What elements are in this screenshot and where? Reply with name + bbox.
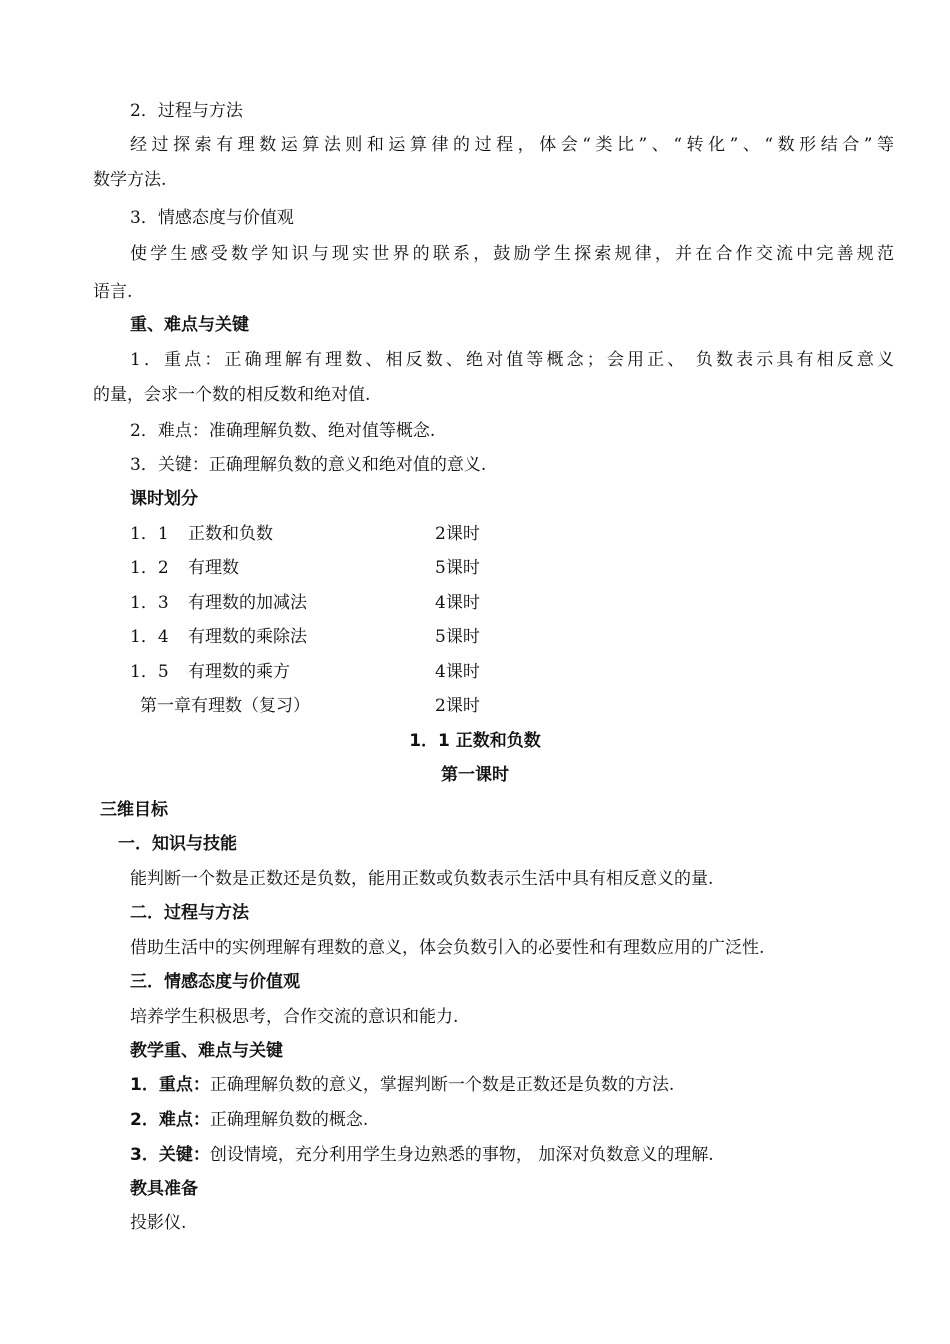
schedule-row-number: 1．3 (130, 593, 169, 613)
schedule-row-number: 1．5 (130, 662, 169, 682)
process-paragraph-line1: 经过探索有理数运算法则和运算律的过程，体会“类比”、“转化”、“数形结合”等 (130, 135, 894, 155)
schedule-row-name: 有理数 (188, 558, 239, 578)
schedule-row-number: 1．2 (130, 558, 169, 578)
teaching-key-line (130, 1143, 714, 1167)
schedule-row (130, 591, 580, 615)
schedule-heading: 课时划分 (130, 489, 198, 509)
focus-line2: 的量，会求一个数的相反数和绝对值. (93, 385, 371, 405)
process-paragraph-line2: 数学方法. (93, 170, 167, 190)
focus-line1: 1．重点：正确理解有理数、相反数、绝对值等概念；会用正、 负数表示具有相反意义 (130, 350, 894, 370)
key-line: 3．关键：正确理解负数的意义和绝对值的意义. (130, 455, 487, 475)
process-goal-text: 借助生活中的实例理解有理数的意义，体会负数引入的必要性和有理数应用的广泛性. (130, 938, 765, 958)
schedule-row (130, 522, 580, 546)
difficulty-line: 2．难点：准确理解负数、绝对值等概念. (130, 421, 436, 441)
emotion-paragraph-line1: 使学生感受数学知识与现实世界的联系，鼓励学生探索规律，并在合作交流中完善规范 (130, 244, 894, 264)
schedule-row-name: 有理数的加减法 (188, 593, 307, 613)
schedule-review-row (130, 694, 580, 718)
emotion-goal-heading: 三．情感态度与价值观 (130, 972, 300, 992)
goals-heading: 三维目标 (100, 800, 168, 820)
schedule-row-name: 有理数的乘除法 (188, 627, 307, 647)
teaching-difficulty-line (130, 1108, 368, 1132)
teaching-difficulty-label: 2．难点： (130, 1110, 210, 1130)
schedule-row-hours: 5课时 (435, 627, 480, 647)
schedule-row-hours: 5课时 (435, 558, 480, 578)
schedule-row (130, 660, 580, 684)
teaching-key-label: 3．关键： (130, 1145, 210, 1165)
schedule-row (130, 625, 580, 649)
key-points-heading: 重、难点与关键 (130, 315, 249, 335)
teaching-key-text: 创设情境，充分利用学生身边熟悉的事物， 加深对负数意义的理解. (209, 1145, 714, 1165)
schedule-row-name: 正数和负数 (188, 524, 273, 544)
schedule-row (130, 556, 580, 580)
teaching-focus-text: 正确理解负数的意义，掌握判断一个数是正数还是负数的方法. (209, 1075, 675, 1095)
process-goal-heading: 二．过程与方法 (130, 903, 249, 923)
tools-heading: 教具准备 (130, 1179, 198, 1199)
schedule-row-hours: 2课时 (435, 524, 480, 544)
process-heading: 2．过程与方法 (130, 101, 243, 121)
schedule-review-name: 第一章有理数（复习） (140, 696, 310, 716)
knowledge-text: 能判断一个数是正数还是负数，能用正数或负数表示生活中具有相反意义的量. (130, 869, 714, 889)
emotion-paragraph-line2: 语言. (93, 282, 133, 302)
lesson-title: 1．1 正数和负数 (409, 731, 541, 751)
teaching-difficulty-text: 正确理解负数的概念. (209, 1110, 369, 1130)
emotion-heading: 3．情感态度与价值观 (130, 208, 294, 228)
schedule-row-number: 1．4 (130, 627, 169, 647)
schedule-review-hours: 2课时 (435, 696, 480, 716)
knowledge-heading: 一．知识与技能 (118, 834, 237, 854)
tools-text: 投影仪. (130, 1213, 187, 1233)
teaching-heading: 教学重、难点与关键 (130, 1041, 283, 1061)
teaching-focus-line (130, 1073, 674, 1097)
schedule-row-hours: 4课时 (435, 593, 480, 613)
schedule-row-hours: 4课时 (435, 662, 480, 682)
schedule-row-number: 1．1 (130, 524, 169, 544)
schedule-row-name: 有理数的乘方 (188, 662, 290, 682)
emotion-goal-text: 培养学生积极思考，合作交流的意识和能力. (130, 1007, 459, 1027)
lesson-subtitle: 第一课时 (441, 765, 509, 785)
teaching-focus-label: 1．重点： (130, 1075, 210, 1095)
